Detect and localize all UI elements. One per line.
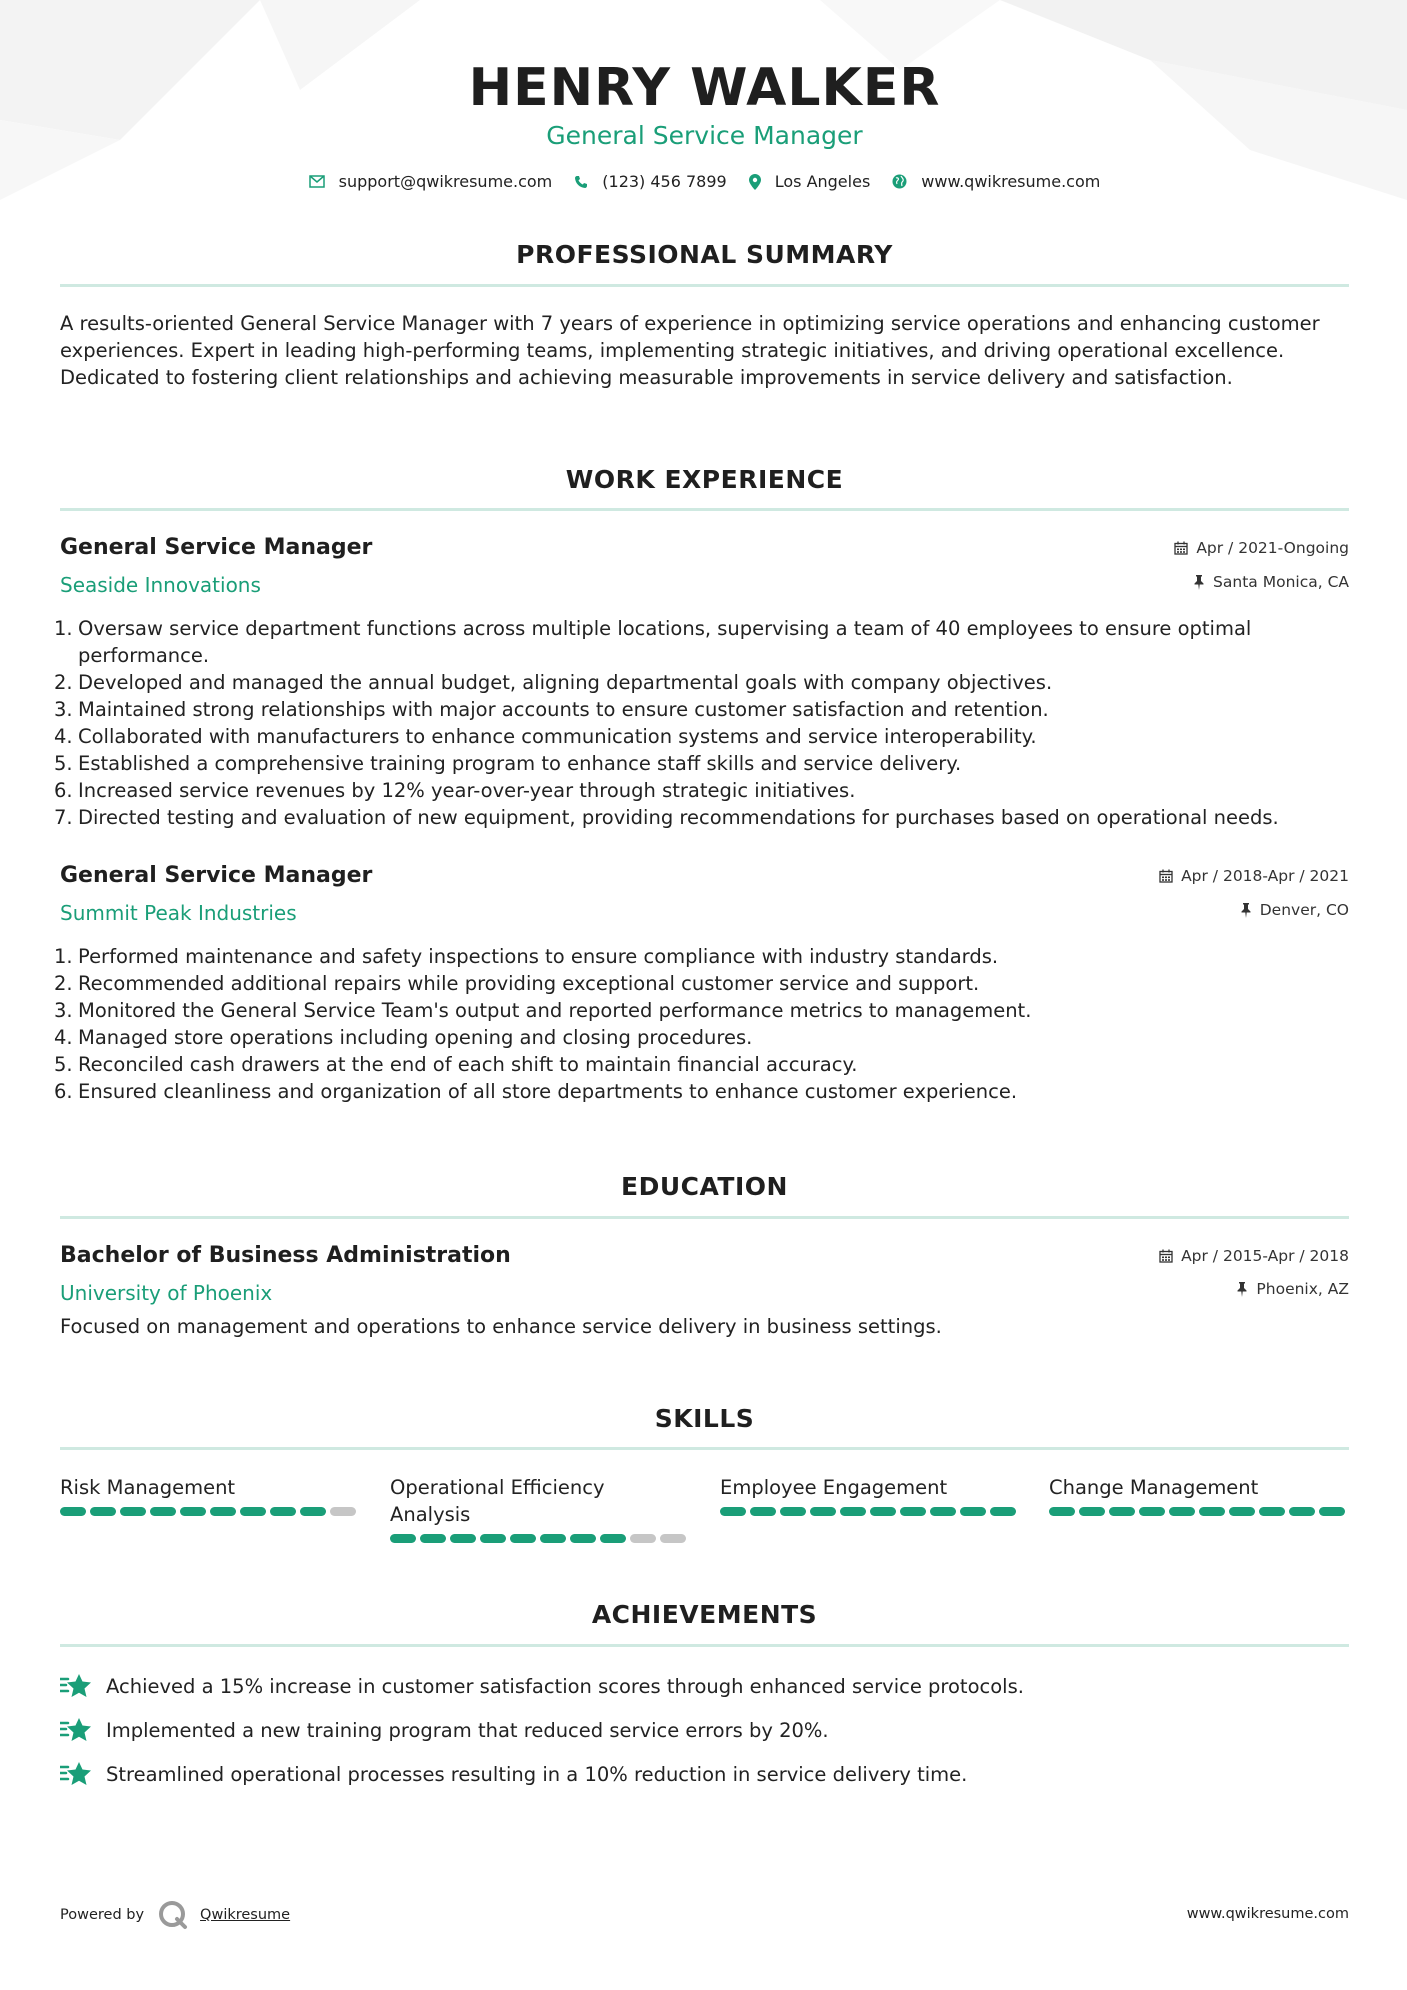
candidate-name: HENRY WALKER bbox=[468, 58, 941, 118]
skill-level-segment bbox=[450, 1534, 476, 1543]
skill-level-segment bbox=[660, 1534, 686, 1543]
skill-level-segment bbox=[1139, 1507, 1165, 1516]
education-divider bbox=[60, 1216, 1349, 1219]
education-date-text: Apr / 2015-Apr / 2018 bbox=[1181, 1247, 1349, 1265]
star-award-icon bbox=[60, 1717, 92, 1743]
phone-text: (123) 456 7899 bbox=[602, 172, 727, 191]
phone-icon bbox=[574, 175, 588, 189]
skill-item bbox=[1049, 1474, 1349, 1516]
location-text: Los Angeles bbox=[774, 172, 871, 191]
job-title: General Service Manager bbox=[60, 863, 373, 888]
skill-level-segment bbox=[1199, 1507, 1225, 1516]
envelope-icon bbox=[309, 175, 325, 188]
skill-level-segment bbox=[810, 1507, 836, 1516]
list-item: 3. Maintained strong relationships with major accounts to ensure customer satisfaction and retention. bbox=[54, 698, 1049, 721]
achievement-item bbox=[60, 1717, 829, 1743]
header-background-pattern bbox=[0, 0, 1407, 240]
list-item: 6. Ensured cleanliness and organization of all store departments to enhance customer experience. bbox=[54, 1080, 1018, 1103]
skill-level-segment bbox=[1169, 1507, 1195, 1516]
job-location bbox=[1193, 573, 1349, 591]
skill-level-segment bbox=[1049, 1507, 1075, 1516]
skills-divider bbox=[60, 1447, 1349, 1450]
skill-level-segment bbox=[480, 1534, 506, 1543]
achievement-item bbox=[60, 1761, 967, 1787]
skill-level-segment bbox=[930, 1507, 956, 1516]
skill-level-segment bbox=[1289, 1507, 1315, 1516]
skill-level-segment bbox=[420, 1534, 446, 1543]
skill-level-segment bbox=[1319, 1507, 1345, 1516]
summary-divider bbox=[60, 284, 1349, 287]
pushpin-icon bbox=[1240, 903, 1252, 918]
skill-level-segment bbox=[150, 1507, 176, 1516]
calendar-icon bbox=[1174, 541, 1188, 555]
skill-level-segment bbox=[510, 1534, 536, 1543]
summary-text: A results-oriented General Service Manager with 7 years of experience in optimizing service operations and enhancing customer experiences. Expert in leading high-performing teams, implementing strategic initiatives, and driving operational excellence. Dedicated to fostering client relationships and achieving measurable improvements in service delivery and satisfaction. bbox=[60, 312, 1320, 389]
contact-website[interactable] bbox=[892, 172, 1100, 191]
list-item: 6. Increased service revenues by 12% year-over-year through strategic initiatives. bbox=[54, 779, 856, 802]
contact-email[interactable] bbox=[309, 172, 553, 191]
skill-item bbox=[60, 1474, 360, 1516]
skill-level-segment bbox=[90, 1507, 116, 1516]
skill-level-segment bbox=[570, 1534, 596, 1543]
skill-level-segment bbox=[780, 1507, 806, 1516]
school: University of Phoenix bbox=[60, 1281, 273, 1305]
candidate-title: General Service Manager bbox=[546, 121, 863, 150]
experience-heading: WORK EXPERIENCE bbox=[565, 465, 844, 494]
list-item: 5. Reconciled cash drawers at the end of each shift to maintain financial accuracy. bbox=[54, 1053, 858, 1076]
list-item: 4. Collaborated with manufacturers to enhance communication systems and service interoperability. bbox=[54, 725, 1037, 748]
skill-level-segment bbox=[390, 1534, 416, 1543]
job-date-text: Apr / 2021-Ongoing bbox=[1196, 539, 1349, 557]
skill-level-segment bbox=[900, 1507, 926, 1516]
skill-level-segment bbox=[720, 1507, 746, 1516]
skill-name: Change Management bbox=[1049, 1476, 1259, 1499]
job-date bbox=[1159, 867, 1349, 885]
skill-level-segment bbox=[600, 1534, 626, 1543]
qwikresume-logo-icon bbox=[158, 1900, 188, 1930]
education-description: Focused on management and operations to enhance service delivery in business settings. bbox=[60, 1315, 942, 1338]
calendar-icon bbox=[1159, 869, 1173, 883]
education-location-text: Phoenix, AZ bbox=[1256, 1280, 1349, 1298]
pushpin-icon bbox=[1193, 575, 1205, 590]
skill-level-segment bbox=[60, 1507, 86, 1516]
star-award-icon bbox=[60, 1761, 92, 1787]
skill-level-segment bbox=[270, 1507, 296, 1516]
achievement-item bbox=[60, 1673, 1024, 1699]
list-item: 3. Monitored the General Service Team's output and reported performance metrics to management. bbox=[54, 999, 1032, 1022]
skill-name: Operational Efficiency Analysis bbox=[390, 1476, 605, 1526]
footer-powered-by bbox=[60, 1900, 290, 1930]
skill-level-segment bbox=[1079, 1507, 1105, 1516]
achievements-heading: ACHIEVEMENTS bbox=[591, 1600, 818, 1629]
job-company: Summit Peak Industries bbox=[60, 901, 297, 925]
job-location-text: Denver, CO bbox=[1259, 901, 1349, 919]
skill-level-segment bbox=[990, 1507, 1016, 1516]
summary-heading: PROFESSIONAL SUMMARY bbox=[516, 240, 893, 269]
contact-phone[interactable] bbox=[574, 172, 726, 191]
list-item: 2. Recommended additional repairs while providing exceptional customer service and support. bbox=[54, 972, 980, 995]
skill-level-segment bbox=[1229, 1507, 1255, 1516]
achievement-text: Achieved a 15% increase in customer satisfaction scores through enhanced service protocols. bbox=[106, 1674, 1024, 1698]
calendar-icon bbox=[1159, 1249, 1173, 1263]
job-bullets bbox=[54, 615, 1349, 831]
skill-level-segment bbox=[840, 1507, 866, 1516]
skill-level-segment bbox=[1259, 1507, 1285, 1516]
job-date-text: Apr / 2018-Apr / 2021 bbox=[1181, 867, 1349, 885]
education-date bbox=[1159, 1247, 1349, 1265]
list-item: 5. Established a comprehensive training program to enhance staff skills and service delivery. bbox=[54, 752, 962, 775]
skill-name: Risk Management bbox=[60, 1476, 236, 1499]
achievement-text: Streamlined operational processes resulting in a 10% reduction in service delivery time. bbox=[106, 1762, 968, 1786]
pushpin-icon bbox=[1236, 1282, 1248, 1297]
list-item: 1. Oversaw service department functions across multiple locations, supervising a team of 40 employees to ensure optimal performance. bbox=[54, 617, 1252, 667]
list-item: 2. Developed and managed the annual budget, aligning departmental goals with company objectives. bbox=[54, 671, 1053, 694]
job-date bbox=[1174, 539, 1349, 557]
experience-divider bbox=[60, 508, 1349, 511]
skill-level-segment bbox=[210, 1507, 236, 1516]
skills-heading: SKILLS bbox=[654, 1404, 755, 1433]
skill-level-segment bbox=[180, 1507, 206, 1516]
job-company: Seaside Innovations bbox=[60, 573, 261, 597]
job-location bbox=[1240, 901, 1349, 919]
skill-item bbox=[720, 1474, 1020, 1516]
star-award-icon bbox=[60, 1673, 92, 1699]
map-pin-icon bbox=[749, 174, 761, 190]
skill-level-bar bbox=[60, 1507, 360, 1516]
footer-website[interactable]: www.qwikresume.com bbox=[1186, 1906, 1349, 1922]
globe-icon bbox=[892, 174, 907, 189]
skill-level-bar bbox=[1049, 1507, 1349, 1516]
job-bullets bbox=[54, 943, 1349, 1105]
skill-level-bar bbox=[720, 1507, 1020, 1516]
skill-level-segment bbox=[1109, 1507, 1135, 1516]
list-item: 7. Directed testing and evaluation of new equipment, providing recommendations for purchases based on operational needs. bbox=[54, 806, 1279, 829]
skill-level-bar bbox=[390, 1534, 690, 1543]
powered-by-label: Powered by bbox=[60, 1907, 145, 1923]
skill-level-segment bbox=[960, 1507, 986, 1516]
skill-level-segment bbox=[330, 1507, 356, 1516]
website-text: www.qwikresume.com bbox=[921, 172, 1101, 191]
job-title: General Service Manager bbox=[60, 535, 373, 560]
achievement-text: Implemented a new training program that reduced service errors by 20%. bbox=[106, 1718, 829, 1742]
skill-name: Employee Engagement bbox=[720, 1476, 948, 1499]
job-location-text: Santa Monica, CA bbox=[1213, 573, 1349, 591]
skill-level-segment bbox=[120, 1507, 146, 1516]
education-location bbox=[1236, 1280, 1349, 1298]
degree: Bachelor of Business Administration bbox=[60, 1243, 511, 1268]
contact-bar bbox=[60, 172, 1349, 191]
education-heading: EDUCATION bbox=[621, 1172, 788, 1201]
skill-level-segment bbox=[540, 1534, 566, 1543]
contact-location bbox=[749, 172, 871, 191]
qwikresume-link[interactable]: Qwikresume bbox=[200, 1907, 291, 1923]
skill-level-segment bbox=[300, 1507, 326, 1516]
skill-level-segment bbox=[240, 1507, 266, 1516]
list-item: 1. Performed maintenance and safety inspections to ensure compliance with industry standards. bbox=[54, 945, 999, 968]
skill-item bbox=[390, 1474, 690, 1543]
list-item: 4. Managed store operations including opening and closing procedures. bbox=[54, 1026, 753, 1049]
email-text: support@qwikresume.com bbox=[338, 172, 553, 191]
skill-level-segment bbox=[630, 1534, 656, 1543]
achievements-divider bbox=[60, 1644, 1349, 1647]
skill-level-segment bbox=[750, 1507, 776, 1516]
skill-level-segment bbox=[870, 1507, 896, 1516]
